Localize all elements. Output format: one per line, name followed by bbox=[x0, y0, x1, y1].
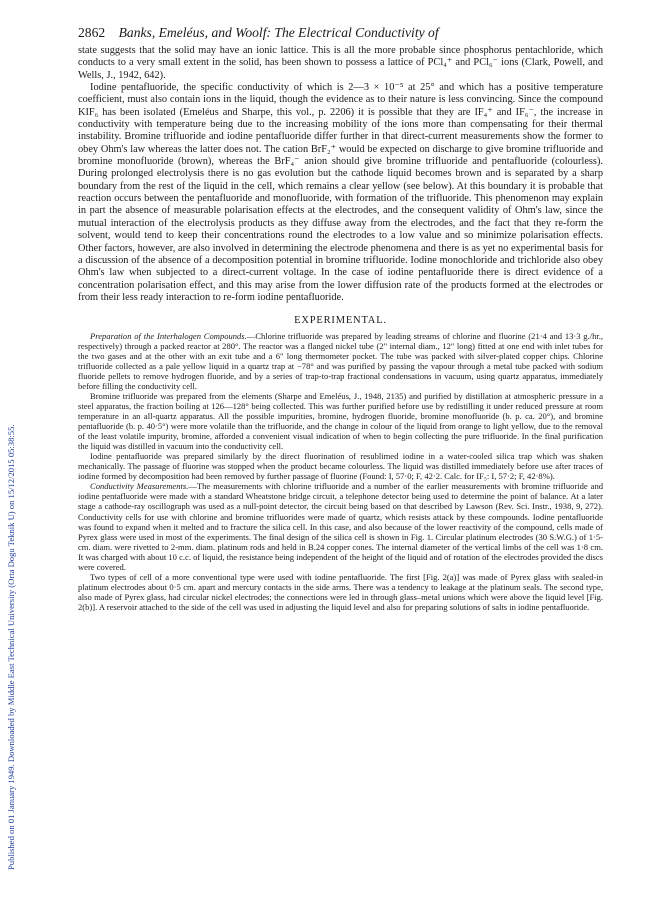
paragraph-text: Iodine pentafluoride was prepared similarly by the direct fluorination of resublimed iodine in a water-cooled silica trap which was shaken mechanically. The passage of fluorine was stopped when the product became colourless. The liquid was distilled immediately before use after traces of iodine formed by decomposition had been removed by further passage of fluorine (Found: I, 57·0; F, 42·2. Calc. for IF₅: I, 57·2; F, 42·8%). bbox=[78, 451, 603, 482]
page-number: 2862 bbox=[78, 25, 106, 40]
running-title: Banks, Emeléus, and Woolf: The Electrical Conductivity of bbox=[118, 25, 439, 40]
paragraph-text: Two types of cell of a more conventional type were used with iodine pentafluoride. The first [Fig. 2(a)] was made of Pyrex glass with sealed-in platinum electrodes about 0·5 cm. apart and mercury contacts in the side arms. There was a tendency to leakage at the platinum seals. The second type, also made of Pyrex glass, had circular nickel electrodes; the connections were led in through glass–metal unions which were above the liquid level [Fig. 2(b)]. A reservoir attached to the side of the cell was used in adjusting the liquid level and also for preparing solutions of salts in iodine pentafluoride. bbox=[78, 571, 603, 612]
page-header bbox=[78, 24, 603, 41]
experimental-paragraph bbox=[78, 481, 603, 571]
body-text bbox=[78, 45, 603, 304]
download-notice bbox=[4, 30, 18, 870]
paragraph-text: —The measurements with chlorine trifluoride and a number of the earlier measurements with bromine trifluoride and iodine pentafluoride were made with a standard Wheatstone bridge circuit, a telephone detector being used to determine the point of balance. At a later stage a cathode-ray oscillograph was used as a null-point detector, the circuit being based on that described by Lawson (Rev. Sci. Instr., 1938, 9, 272). Conductivity cells for use with chlorine and bromine trifluorides were made of quartz, which resists attack by these compounds. Iodine pentafluoride was found to expand when it melted and to fracture the silica cell. In this case, and also because of the lower reactivity of the compound, cells made of Pyrex glass were used in most of the experiments. The final design of the silica cell is shown in Fig. 1. Circular platinum electrodes (30 S.W.G.) of 1·5-cm. diam. were rivetted to 2-mm. diam. platinum rods and held in B.24 copper cones. The internal diameter of the vertical limbs of the cell was 1·8 cm. It was charged with about 10 c.c. of liquid, the resistance being independent of the height of the liquid and of rotation of the electrodes provided the discs were covered. bbox=[78, 481, 603, 572]
paragraph-text: —Chlorine trifluoride was prepared by leading streams of chlorine and fluorine (21·4 and 13·3 g./hr., respectively) through a packed reactor at 280°. The reactor was a flanged nickel tube (2" internal diam., 12" long) fitted at one end with inlet tubes for the two gases and at the other with an exit tube and a 6" long thermometer pocket. The tube was packed with silver-plated copper chips. Chlorine trifluoride collected as a pale yellow liquid in a quartz trap at −78° and was purified by passing the vapour through a metal tube packed with sodium fluoride pellets to remove hydrogen fluoride, and by a series of trap-to-trap fractional condensations in vacuum, using quartz apparatus, immediately before filling the conductivity cell. bbox=[78, 331, 603, 392]
subsection-lead: Conductivity Measurements. bbox=[90, 481, 189, 492]
experimental-paragraph bbox=[78, 391, 603, 451]
experimental-paragraph bbox=[78, 331, 603, 391]
download-notice-text: Published on 01 January 1949. Downloaded by Middle East Technical University (Orta Dogu Teknik U) on 15/12/2015 05:38:55. bbox=[6, 424, 16, 870]
experimental-paragraph bbox=[78, 572, 603, 612]
experimental-section bbox=[78, 331, 603, 611]
body-paragraph: Iodine pentafluoride, the specific conductivity of which is 2—3 × 10⁻⁵ at 25° and which has a positive temperature coefficient, must also contain ions in the liquid, though the evidence as to their nature is less convincing. Since the compound KIF₆ has been isolated (Emeléus and Sharpe, this vol., p. 2206) it is possible that they are IF₄⁺ and IF₆⁻, the increase in conductivity with temperature being due to the increasing mobility of the ions more than compensating for their thermal instability. Bromine trifluoride and iodine pentafluoride differ further in that direct-current measurements show the former to obey Ohm's law whereas the latter does not. The cation BrF₂⁺ would be expected on discharge to give bromine trifluoride and bromine monofluoride (brown), whereas the BrF₄⁻ anion should give bromine trifluoride and pentafluoride (colourless). During prolonged electrolysis there is no gas evolution but the cathode liquid becomes brown and is separated by a sharp boundary from the rest of the liquid in the cell, which remains a clear yellow (see below). At this boundary it is probable that reaction occurs between the pentafluoride and monofluoride, with formation of the trifluoride. This phenomenon may explain in part the absence of measurable polarisation effects at the electrodes, and the consequent validity of Ohm's law, since the mutual interaction of the electrolysis products as they diffuse away from the electrodes, and the fact that they re-form the solvent, would tend to keep their concentrations round the electrodes to a low value and so minimize polarisation effects. Other factors, however, are also involved in determining the electrode phenomena and there is as yet no experimental basis for a discussion of the absence of a decomposition potential in bromine trifluoride. Iodine monochloride and trichloride also obey Ohm's law when subjected to a direct-current voltage. In the case of iodine pentafluoride there is direct evidence of a concentration polarisation effect, and this may arise from the lower diffusion rate of the products formed at the electrodes or from their less ready interaction to re-form iodine pentafluoride. bbox=[78, 82, 603, 303]
section-heading-experimental: EXPERIMENTAL. bbox=[294, 315, 387, 327]
journal-page bbox=[78, 24, 603, 612]
paragraph-text: Bromine trifluoride was prepared from the elements (Sharpe and Emeléus, J., 1948, 2135) and purified by distillation at atmospheric pressure in a steel apparatus, the fraction boiling at 126—128° being collected. This was further purified before use by redistilling it under reduced pressure at room temperature in an all-quartz apparatus. All the possible impurities, bromine, hydrogen fluoride, bromine monofluoride (b. p. ca. 20°), and bromine pentafluoride (b. p. 40·5°) were more volatile than the trifluoride, and the change in colour of the liquid from orange to light yellow, due to the removal of the least volatile impurity, bromine, afforded a convenient visual indication of when to begin collecting the pure trifluoride. In the final purification the liquid was distilled in vacuum into the conductivity cell. bbox=[78, 391, 603, 452]
subsection-lead: Preparation of the Interhalogen Compounds. bbox=[90, 331, 247, 342]
experimental-paragraph bbox=[78, 451, 603, 481]
body-paragraph: state suggests that the solid may have an ionic lattice. This is all the more probable since phosphorus pentachloride, which conducts to a very small extent in the solid, has been shown to possess a lattice of PCl₄⁺ and PCl₆⁻ ions (Clark, Powell, and Wells, J., 1942, 642). bbox=[78, 45, 603, 81]
